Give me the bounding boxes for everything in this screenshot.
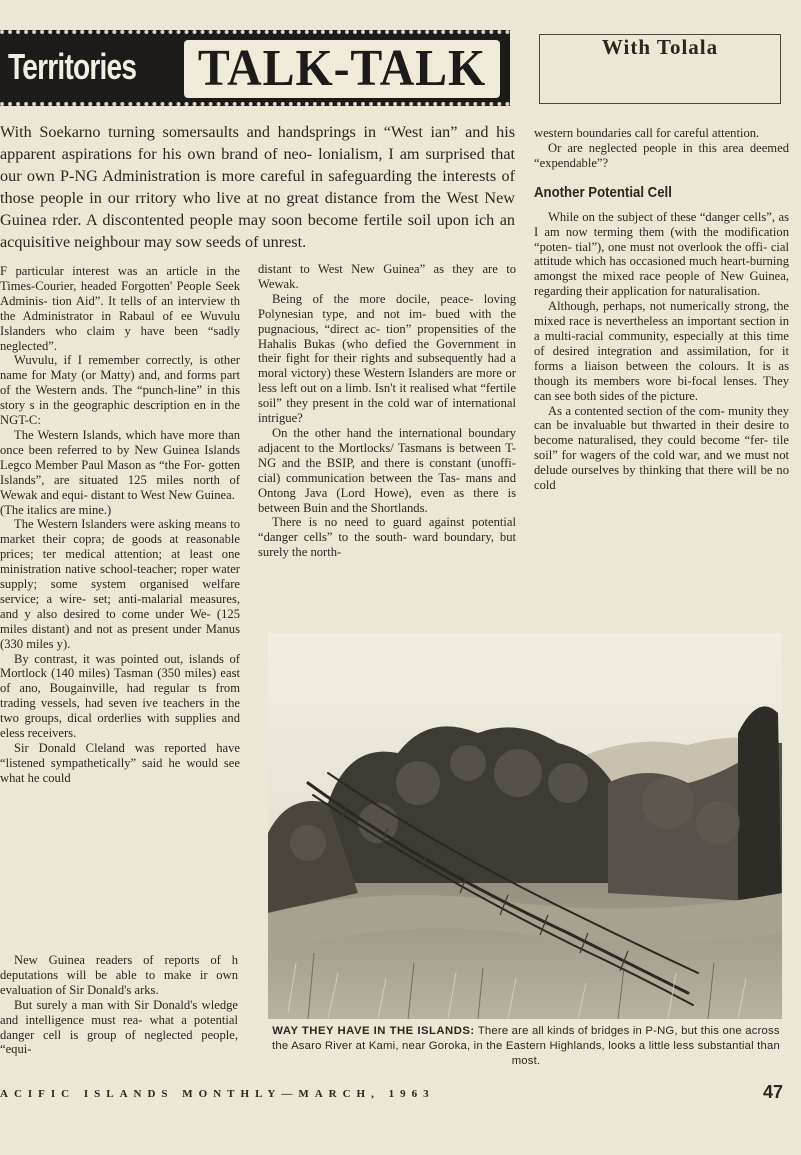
column-3 [534, 126, 789, 493]
byline: With Tolala [601, 35, 719, 59]
column-1 [0, 264, 240, 786]
subheading: Another Potential Cell [534, 183, 672, 201]
col2-paragraph-1: distant to West New Guinea” as they are to Wewak. [258, 262, 516, 291]
caption-lead: WAY THEY HAVE IN THE ISLANDS: [272, 1025, 475, 1037]
page-number: 47 [763, 1082, 784, 1102]
col3-paragraph-5: As a contented section of the com- munity they can be invaluable but thwarted in their desire to become naturalised, they could become “fer- tile soil” for wagers of the cold war, and we must not delude ourselves by thinking that there will be no cold [534, 403, 789, 493]
col1-paragraph-7: Sir Donald Cleland was reported have “listened sympathetically” said he would see what he could [0, 741, 240, 785]
col1-paragraph-5: The Western Islanders were asking means to market their copra; de goods at reasonable prices; ter medical attention; at least one ministration native school-teacher; roper water supply; some system organised welfare service; a wire- set; anti-malarial measures, and y also desired to come under We- (125 miles distant) and not as present under Manus (330 miles y). [0, 517, 240, 651]
col1-paragraph-6: By contrast, it was pointed out, islands of Mortlock (140 miles) Tasman (350 miles) east of ano, Bougainville, had regular ts from trading vessels, had seven ive teachers in the two groups, dical orderlies with supplies and eless receivers. [0, 651, 240, 741]
caption-text: There are all kinds of bridges in P-NG, but this one across the Asaro River at Kami, near Goroka, in the Eastern Highlands, looks a little less substantial than most. [272, 1025, 780, 1067]
col3-paragraph-1: western boundaries call for careful attention. [534, 126, 760, 140]
bridge-photo [268, 633, 782, 1019]
col2-paragraph-2: Being of the more docile, peace- loving Polynesian type, and not im- bued with the pugnacious, “direct ac- tion” propensities of the Hahalis Bukas (who defied the Government in their fight for their rights and subsequently had a moral victory) these Western Islanders are more or less left out on a limb. Isn't it realised what “fertile soil” they present in the cold war of international intrigue? [258, 291, 516, 426]
masthead-title-right-panel [184, 40, 500, 98]
col1-paragraph-2: Wuvulu, if I remember correctly, is other name for Maty (or Matty) and, and forms part of the Western ands. The “punch-line” in this story s in the geographic description en in the NGT-C: [0, 353, 240, 428]
column-1-continued [0, 953, 238, 1057]
col2-paragraph-4: There is no need to guard against potential “danger cells” to the south- ward boundary, but surely the north- [258, 515, 516, 560]
masthead-title-left: Territories [8, 46, 137, 87]
col1-paragraph-3: The Western Islands, which have more than once been referred to by New Guinea Islands Legco Member Paul Mason as “the For- gotten Islands”, are situated 125 miles north of Wewak and equi- distant to West New Guinea. [0, 427, 240, 502]
masthead-title-right: TALK-TALK [197, 40, 487, 97]
col2-paragraph-3: On the other hand the international boundary adjacent to the Mortlocks/ Tasmans is between T-NG and the BSIP, and there is constant (unoffi- cial) communication between the Tas- mans and Ontong Java (Lord Howe), even as there is between Buin and the Shortlands. [258, 425, 516, 515]
photo-caption [272, 1024, 780, 1069]
col3-paragraph-4: Although, perhaps, not numerically strong, the mixed race is nevertheless an important section in a multi-racial community, especially at this time of desired integration and assimilation, for it forms a liaison between the colours. It is as though its members wore bi-focal lenses. They can see both sides of the picture. [534, 299, 789, 403]
col1-paragraph-4: (The italics are mine.) [0, 502, 112, 517]
running-footer: ACIFIC ISLANDS MONTHLY—MARCH, 1963 [0, 1088, 435, 1100]
col3-paragraph-3: While on the subject of these “danger cells”, as I am now terming them (with the modification “poten- tial”), one must not overlook the offi- cial attitude which has occasioned much heart-burning amongst the mixed race people of New Guinea, regarding their application for naturalisation. [534, 209, 789, 299]
masthead [0, 30, 510, 106]
byline-box [539, 34, 781, 104]
col1-paragraph-1: F particular interest was an article in the Times-Courier, headed Forgotten' People Seek Adminis- tion Aid”. It tells of an interview th the Administrator in Rabaul of ee Wuvulu Islanders who claim y have been “sadly neglected”. [0, 264, 240, 353]
col3-paragraph-2: Or are neglected people in this area deemed “expendable”? [534, 140, 789, 170]
intro-paragraph: With Soekarno turning somersaults and handsprings in “West ian” and his apparent aspirations for his own brand of neo- lonialism, I am surprised that our own P-NG Administration is more careful in safeguarding the interests of those people in our rritory who live at no great distance from the West New Guinea rder. A discontented people may soon become fertile soil upon ich an acquisitive neighbour may sow seeds of unrest. [0, 123, 515, 251]
col1-paragraph-8: New Guinea readers of reports of h deputations will be able to make ir own evaluation of Sir Donald's arks. [0, 953, 238, 997]
column-2 [258, 262, 516, 560]
col1-paragraph-9: But surely a man with Sir Donald's wledge and intelligence must rea- what a potential danger cell is group of neglected people, “equi- [0, 997, 238, 1057]
